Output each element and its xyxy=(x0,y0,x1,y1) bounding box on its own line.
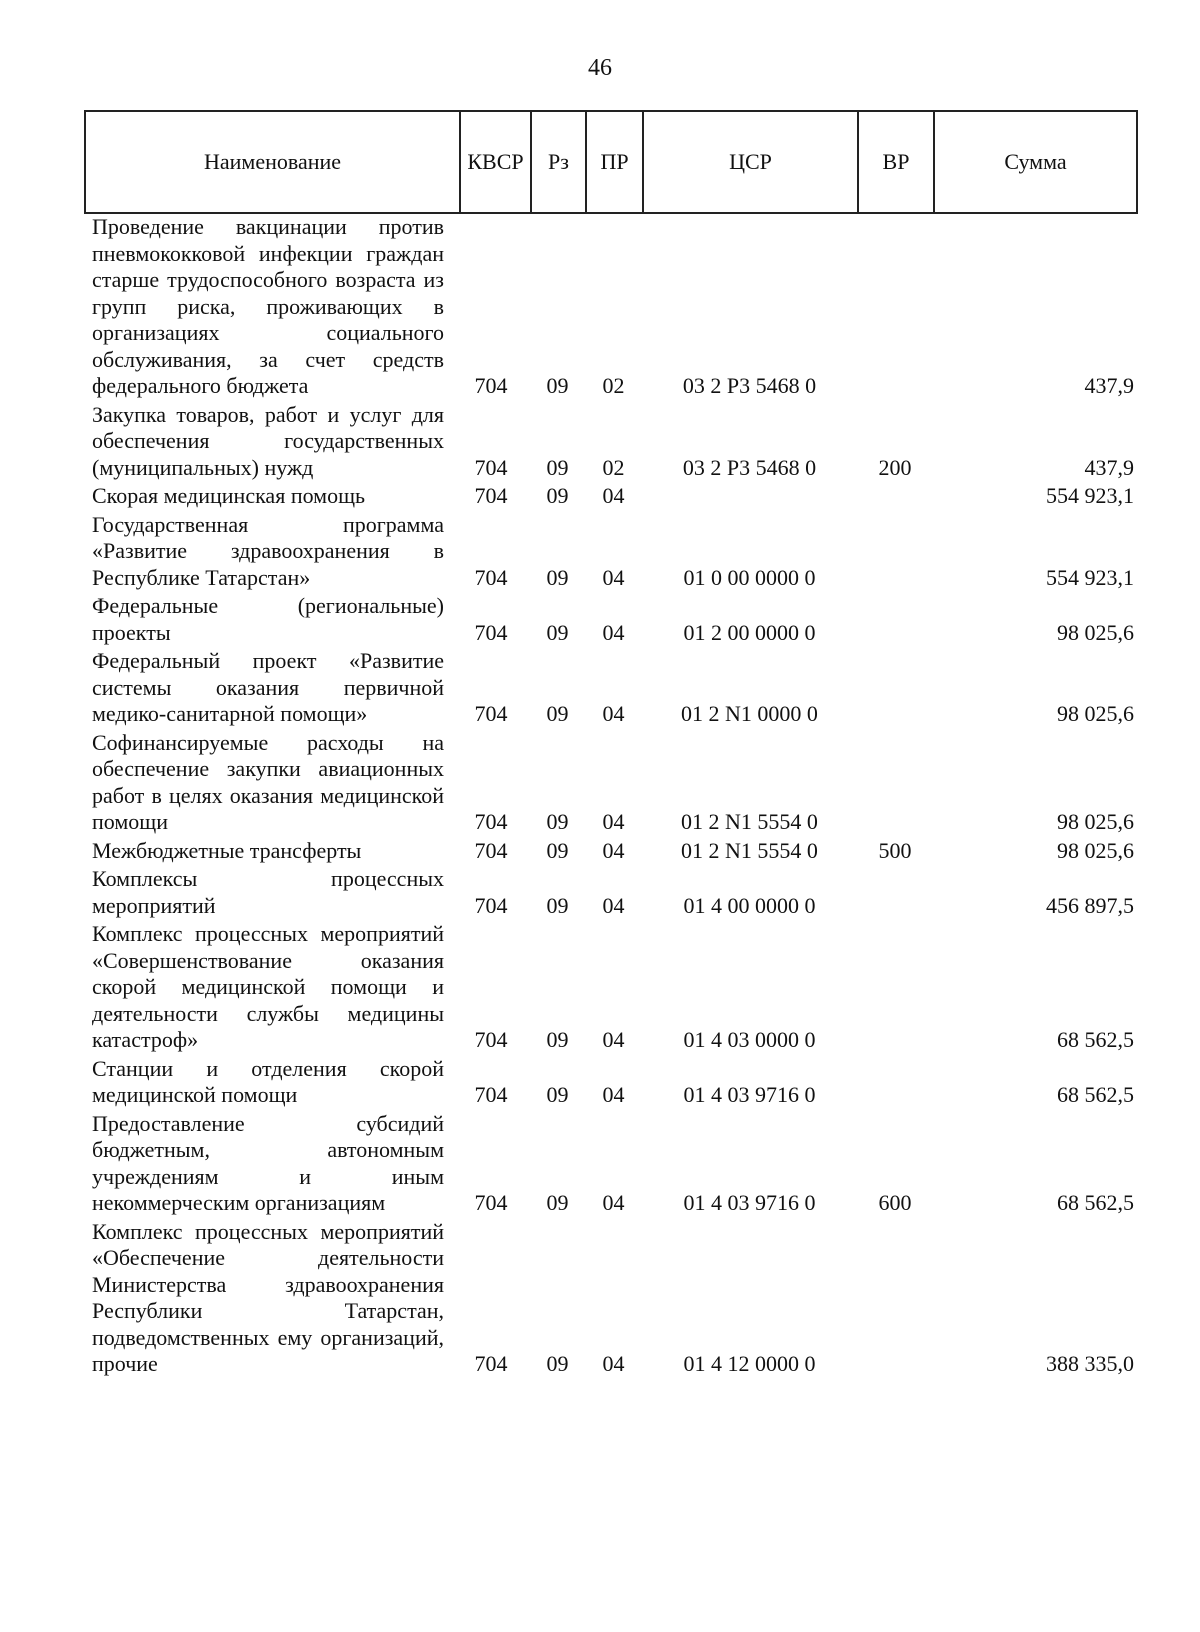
row-sum: 456 897,5 xyxy=(1046,892,1134,918)
table-row xyxy=(84,730,1138,836)
row-rz: 09 xyxy=(546,892,569,918)
row-rz: 09 xyxy=(546,1027,569,1052)
row-rz: 09 xyxy=(546,564,569,590)
row-sum: 68 562,5 xyxy=(1057,1190,1134,1215)
page-number: 46 xyxy=(588,55,612,81)
table-header xyxy=(84,110,1138,214)
row-pr: 04 xyxy=(602,1027,625,1052)
row-name: Софинансируемые расходы на обеспечение закупки авиационных работ в целях оказания медицинской помощи xyxy=(92,729,444,834)
row-rz: 09 xyxy=(546,701,569,726)
row-pr: 04 xyxy=(602,1190,625,1215)
row-rz: 09 xyxy=(546,454,569,480)
row-rz: 09 xyxy=(546,483,569,508)
row-vr: 500 xyxy=(878,837,912,863)
row-csr: 01 4 12 0000 0 xyxy=(683,1351,816,1376)
row-name: Комплексы процессных мероприятий xyxy=(92,866,444,918)
row-kvsr: 704 xyxy=(474,1351,508,1376)
table-row xyxy=(84,838,1138,865)
table-row xyxy=(84,648,1138,728)
row-csr: 01 4 03 9716 0 xyxy=(683,1082,816,1107)
row-csr: 03 2 P3 5468 0 xyxy=(682,373,817,398)
table-row xyxy=(84,866,1138,919)
row-kvsr: 704 xyxy=(474,1082,508,1107)
row-sum: 437,9 xyxy=(1084,373,1134,398)
row-kvsr: 704 xyxy=(474,701,508,726)
row-csr: 01 2 00 0000 0 xyxy=(683,619,816,645)
row-name: Проведение вакцинации против пневмококковой инфекции граждан старше трудоспособного возраста из групп риска, проживающих в организациях социального обслуживания, за счет средств федерального бюджета xyxy=(92,214,444,398)
row-csr: 01 4 00 0000 0 xyxy=(683,892,816,918)
row-kvsr: 704 xyxy=(474,809,508,834)
row-pr: 04 xyxy=(602,564,625,590)
row-kvsr: 704 xyxy=(474,373,508,398)
row-sum: 98 025,6 xyxy=(1057,809,1134,834)
table-row xyxy=(84,1219,1138,1378)
row-name: Станции и отделения скорой медицинской помощи xyxy=(92,1055,444,1107)
row-sum: 554 923,1 xyxy=(1046,483,1134,508)
row-name: Государственная программа «Развитие здравоохранения в Республике Татарстан» xyxy=(92,511,444,590)
header-vr: ВР xyxy=(859,112,935,212)
row-sum: 554 923,1 xyxy=(1046,564,1134,590)
table-row xyxy=(84,593,1138,646)
table-body xyxy=(84,214,1138,1380)
table-row xyxy=(84,402,1138,482)
header-csr: ЦСР xyxy=(644,112,859,212)
row-pr: 02 xyxy=(602,373,625,398)
row-pr: 04 xyxy=(602,1351,625,1376)
header-name: Наименование xyxy=(86,112,461,212)
row-rz: 09 xyxy=(546,1351,569,1376)
row-csr: 01 2 N1 5554 0 xyxy=(681,809,818,834)
row-sum: 98 025,6 xyxy=(1057,619,1134,645)
row-sum: 98 025,6 xyxy=(1057,701,1134,726)
row-rz: 09 xyxy=(546,809,569,834)
header-rz: Рз xyxy=(532,112,587,212)
row-kvsr: 704 xyxy=(474,892,508,918)
row-pr: 04 xyxy=(602,892,625,918)
row-sum: 98 025,6 xyxy=(1057,837,1134,863)
row-csr: 01 4 03 0000 0 xyxy=(683,1027,816,1052)
row-pr: 04 xyxy=(602,809,625,834)
row-kvsr: 704 xyxy=(474,564,508,590)
row-pr: 04 xyxy=(602,837,625,863)
row-name: Федеральный проект «Развитие системы оказания первичной медико-санитарной помощи» xyxy=(92,648,444,726)
row-csr: 03 2 P3 5468 0 xyxy=(682,454,817,480)
row-name: Скорая медицинская помощь xyxy=(92,483,366,508)
table-row xyxy=(84,214,1138,400)
row-rz: 09 xyxy=(546,1082,569,1107)
row-pr: 04 xyxy=(602,483,625,508)
row-rz: 09 xyxy=(546,1190,569,1215)
row-csr: 01 4 03 9716 0 xyxy=(683,1190,816,1215)
row-kvsr: 704 xyxy=(474,619,508,645)
row-rz: 09 xyxy=(546,837,569,863)
row-kvsr: 704 xyxy=(474,454,508,480)
header-sum: Сумма xyxy=(1004,149,1067,174)
row-sum: 437,9 xyxy=(1084,454,1134,480)
row-kvsr: 704 xyxy=(474,1190,508,1215)
row-rz: 09 xyxy=(546,373,569,398)
row-sum: 388 335,0 xyxy=(1046,1351,1134,1376)
row-name: Предоставление субсидий бюджетным, автономным учреждениям и иным некоммерческим организациям xyxy=(92,1110,444,1215)
row-kvsr: 704 xyxy=(474,483,508,508)
table-row xyxy=(84,1056,1138,1109)
row-csr: 01 2 N1 0000 0 xyxy=(681,701,818,726)
row-kvsr: 704 xyxy=(474,1027,508,1052)
row-pr: 04 xyxy=(602,701,625,726)
row-name: Комплекс процессных мероприятий «Совершенствование оказания скорой медицинской помощи и деятельности службы медицины катастроф» xyxy=(92,921,444,1052)
row-pr: 04 xyxy=(602,1082,625,1107)
row-name: Межбюджетные трансферты xyxy=(92,837,362,863)
table-row xyxy=(84,1111,1138,1217)
row-sum: 68 562,5 xyxy=(1057,1082,1134,1107)
table-row xyxy=(84,921,1138,1054)
table-row xyxy=(84,512,1138,592)
row-rz: 09 xyxy=(546,619,569,645)
table-row xyxy=(84,483,1138,510)
row-csr: 01 0 00 0000 0 xyxy=(683,564,816,590)
row-sum: 68 562,5 xyxy=(1057,1027,1134,1052)
row-name: Федеральные (региональные) проекты xyxy=(92,593,444,645)
row-name: Закупка товаров, работ и услуг для обеспечения государственных (муниципальных) нужд xyxy=(92,401,444,480)
row-pr: 04 xyxy=(602,619,625,645)
header-kvsr: КВСР xyxy=(461,112,532,212)
row-csr: 01 2 N1 5554 0 xyxy=(681,837,818,863)
header-pr: ПР xyxy=(587,112,644,212)
row-vr: 200 xyxy=(878,454,912,480)
row-kvsr: 704 xyxy=(474,837,508,863)
row-vr: 600 xyxy=(878,1190,912,1215)
row-pr: 02 xyxy=(602,454,625,480)
row-name: Комплекс процессных мероприятий «Обеспечение деятельности Министерства здравоохранения Республики Татарстан, подведомственных ему организаций, прочие xyxy=(92,1218,444,1376)
